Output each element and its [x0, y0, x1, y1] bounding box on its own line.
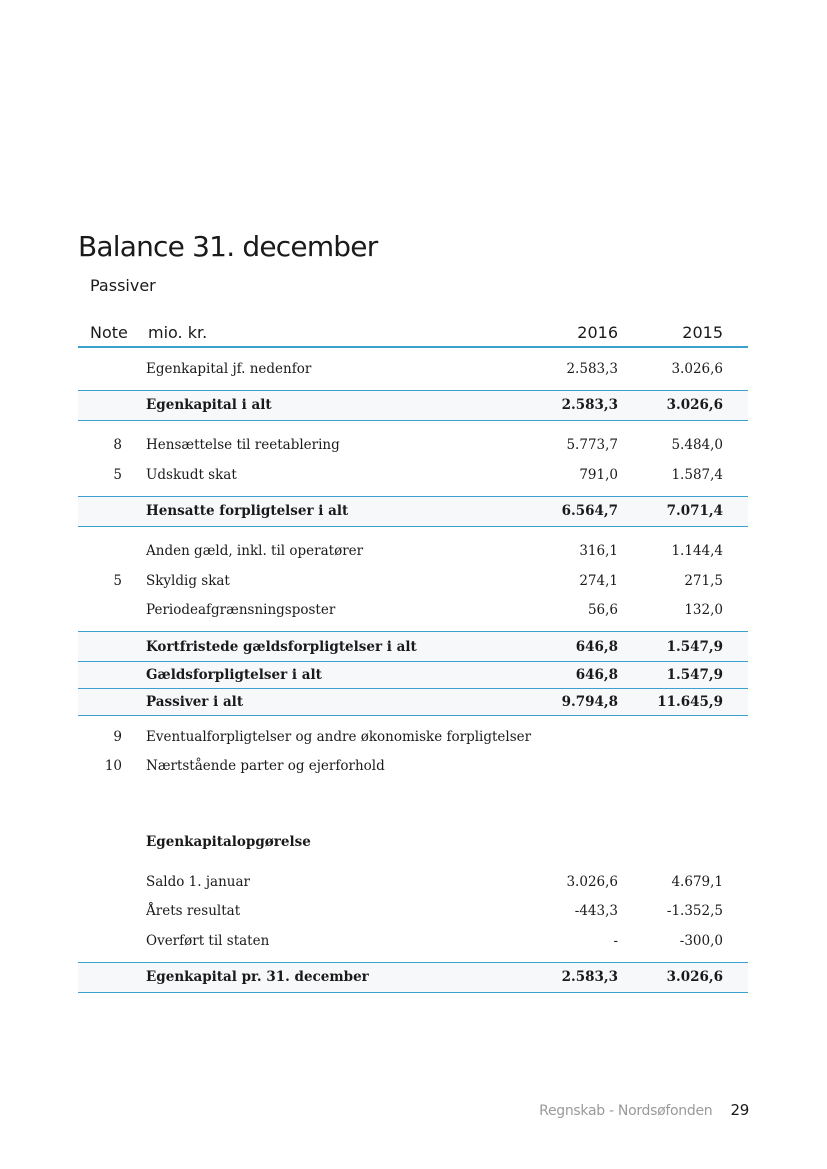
row-note: 10	[104, 758, 122, 775]
page-footer	[539, 1101, 749, 1119]
row-value-2016: 274,1	[579, 572, 618, 589]
row-value-2016: 791,0	[579, 466, 618, 483]
table-row	[78, 460, 748, 490]
row-label: Egenkapital i alt	[146, 397, 272, 413]
row-value-2015: -1.352,5	[666, 903, 723, 920]
row-label: Overført til staten	[146, 932, 270, 949]
row-value-2015: 1.587,4	[671, 466, 723, 483]
row-label: Udskudt skat	[146, 466, 237, 483]
row-label: Skyldig skat	[146, 572, 230, 589]
page-title: Balance 31. december	[78, 230, 378, 263]
row-value-2015: 1.144,4	[671, 543, 723, 560]
table-header	[78, 316, 748, 348]
table-row	[78, 867, 748, 897]
table-row	[78, 537, 748, 567]
page-subtitle: Passiver	[90, 276, 156, 295]
table-row	[78, 722, 748, 752]
row-value-2016: 5.773,7	[566, 437, 618, 454]
row-value-2016: 2.583,3	[561, 397, 618, 413]
row-value-2016: 2.583,3	[561, 969, 618, 985]
section-heading: Egenkapitalopgørelse	[146, 834, 311, 850]
row-label: Passiver i alt	[146, 694, 244, 710]
row-label: Årets resultat	[146, 903, 241, 920]
row-value-2016: 56,6	[587, 602, 618, 619]
table-row	[78, 926, 748, 956]
row-value-2016: 9.794,8	[561, 694, 618, 710]
header-note: Note	[90, 323, 128, 342]
row-value-2015: 3.026,6	[671, 360, 723, 377]
equity-section-title	[78, 827, 748, 857]
table-row	[78, 431, 748, 461]
header-unit: mio. kr.	[148, 323, 208, 342]
footer-text: Regnskab - Nordsøfonden	[539, 1103, 713, 1119]
row-label: Kortfristede gældsforpligtelser i alt	[146, 638, 417, 655]
row-value-2016: 646,8	[575, 667, 618, 683]
row-label: Egenkapital jf. nedenfor	[146, 360, 312, 377]
row-note: 5	[113, 466, 122, 483]
table-row	[78, 752, 748, 782]
row-note: 5	[113, 572, 122, 589]
row-value-2015: 1.547,9	[666, 638, 723, 655]
row-value-2015: 1.547,9	[666, 667, 723, 683]
total-row	[78, 390, 748, 421]
row-value-2015: 5.484,0	[671, 437, 723, 454]
row-value-2015: 3.026,6	[666, 969, 723, 985]
row-label: Periodeafgrænsningsposter	[146, 602, 336, 619]
total-row	[78, 962, 748, 993]
row-value-2015: 11.645,9	[657, 694, 723, 710]
row-value-2016: 3.026,6	[566, 873, 618, 890]
row-label: Egenkapital pr. 31. december	[146, 969, 369, 985]
row-label: Anden gæld, inkl. til operatører	[146, 543, 364, 560]
row-value-2016: 646,8	[575, 638, 618, 655]
grand-total-row	[78, 689, 748, 716]
total-row	[78, 496, 748, 527]
table-row	[78, 354, 748, 384]
row-value-2015: 3.026,6	[666, 397, 723, 413]
row-label: Saldo 1. januar	[146, 873, 250, 890]
row-value-2015: -300,0	[679, 932, 723, 949]
row-value-2016: -443,3	[574, 903, 618, 920]
table-row	[78, 596, 748, 626]
row-value-2015: 271,5	[684, 572, 723, 589]
row-value-2015: 7.071,4	[666, 503, 723, 519]
row-label: Hensættelse til reetablering	[146, 437, 340, 454]
row-value-2016: 316,1	[579, 543, 618, 560]
row-note: 9	[113, 728, 122, 745]
row-label: Nærtstående parter og ejerforhold	[146, 758, 385, 775]
row-value-2016: 6.564,7	[561, 503, 618, 519]
row-value-2016: 2.583,3	[566, 360, 618, 377]
row-label: Eventualforpligtelser og andre økonomiske forpligtelser	[146, 728, 532, 745]
balance-table	[78, 316, 748, 993]
total-row	[78, 662, 748, 689]
table-row	[78, 897, 748, 927]
row-note: 8	[113, 437, 122, 454]
row-value-2015: 132,0	[684, 602, 723, 619]
row-label: Hensatte forpligtelser i alt	[146, 503, 349, 519]
total-row	[78, 631, 748, 662]
row-label: Gældsforpligtelser i alt	[146, 667, 322, 683]
header-2016: 2016	[577, 323, 618, 342]
header-2015: 2015	[682, 323, 723, 342]
row-value-2015: 4.679,1	[671, 873, 723, 890]
page-number: 29	[730, 1101, 749, 1119]
row-value-2016: -	[613, 932, 618, 949]
table-row	[78, 566, 748, 596]
